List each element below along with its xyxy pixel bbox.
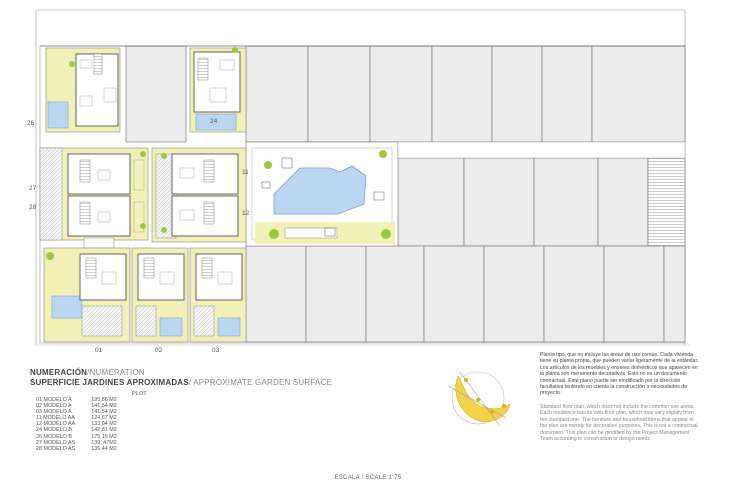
garden-surface-table	[34, 397, 119, 452]
house-03	[190, 248, 246, 342]
legend-row-value: 124,67 M2	[91, 415, 117, 422]
unit-label-26: 26	[27, 120, 35, 127]
unit-label-12: 12	[242, 210, 250, 217]
houses-27-28	[40, 148, 148, 248]
scale-label: ESCALA / SCALE 1:75	[334, 475, 402, 481]
legend-row	[34, 446, 119, 452]
unit-label-01: 01	[95, 347, 103, 354]
unit-label-27: 27	[29, 185, 37, 192]
legend-row-value: 141,54 M2	[91, 403, 117, 410]
parking-row-middle	[398, 158, 685, 246]
houses-11-12	[152, 148, 246, 242]
legend-row-value: 133,04 M2	[91, 421, 117, 428]
legend-row-value: 142,81 M2	[91, 427, 117, 434]
unit-label-24: 24	[210, 118, 218, 125]
house-24	[190, 47, 246, 132]
note-spanish: Planta tipo, que no incluye las áreas de uso común. Cada vivienda tiene su planta propia, que pueden variar ligeramente de la estándar. Los artículos de los muebles y enseres domésticos que aparecen en la planta son meramente decorativos. Esto no es un documento contractual. Este plano puede ser modificado por la dirección facultativa teniendo en cuenta la construcción o necesidades de proyecto.	[540, 352, 699, 397]
legend-row-name: 28 MODELO AS	[36, 445, 76, 452]
legend-row-name: 12 MODELO AA	[36, 421, 76, 428]
house-26	[46, 48, 120, 132]
legend-row-name: 01 MODELO A	[36, 397, 72, 403]
unit-label-03: 03	[212, 347, 220, 354]
house-02	[132, 248, 188, 342]
legend-row-name: 27 MODELO AS	[36, 439, 76, 446]
unit-label-02: 02	[155, 347, 163, 354]
legend-row-name: 26 MODELO B	[36, 433, 72, 440]
legend-title	[30, 368, 145, 377]
legend-subtitle	[30, 378, 332, 387]
legend-row-name: 02 MODELO A	[36, 403, 72, 410]
legend-row-value: 136,44 M2	[91, 445, 117, 452]
unit-label-11: 11	[242, 169, 249, 176]
house-01	[44, 248, 130, 342]
sun-path-diagram	[448, 372, 510, 426]
legend-row-name: 11 MODELO AA	[36, 415, 75, 422]
legend-subtitle-en: / APPROXIMATE GARDEN SURFACE	[188, 378, 333, 387]
parking-row-bottom	[246, 246, 685, 342]
legend-row-value: 139, 47M2	[91, 439, 117, 446]
legend-title-en: /NUMERATION	[87, 368, 145, 377]
note-english: Standard floor plan, which does not include the common use areas. Each residence has its own floor plan, which may vary slightly from the standard one. The furniture and household items that appear in the plan are merely for decorative purposes. This is not a contractual document. This plan can be modified by the Project Management Team according to construction or design needs.	[540, 404, 698, 443]
unit-label-28: 28	[29, 204, 37, 211]
legend-row-value: 195,86 M2	[91, 397, 117, 403]
legend-row-name: 03 MODELO A	[36, 409, 72, 416]
legend-column-header: PLOT	[132, 391, 147, 397]
legend-row-value: 141,54 M2	[91, 409, 117, 416]
legend-row-value: 175,19 M2	[91, 433, 117, 440]
legend-subtitle-es: SUPERFICIE JARDINES APROXIMADAS	[30, 378, 189, 387]
legend-row-name: 24 MODELO B	[36, 427, 72, 434]
legend-title-es: NUMERACIÓN	[30, 368, 88, 377]
